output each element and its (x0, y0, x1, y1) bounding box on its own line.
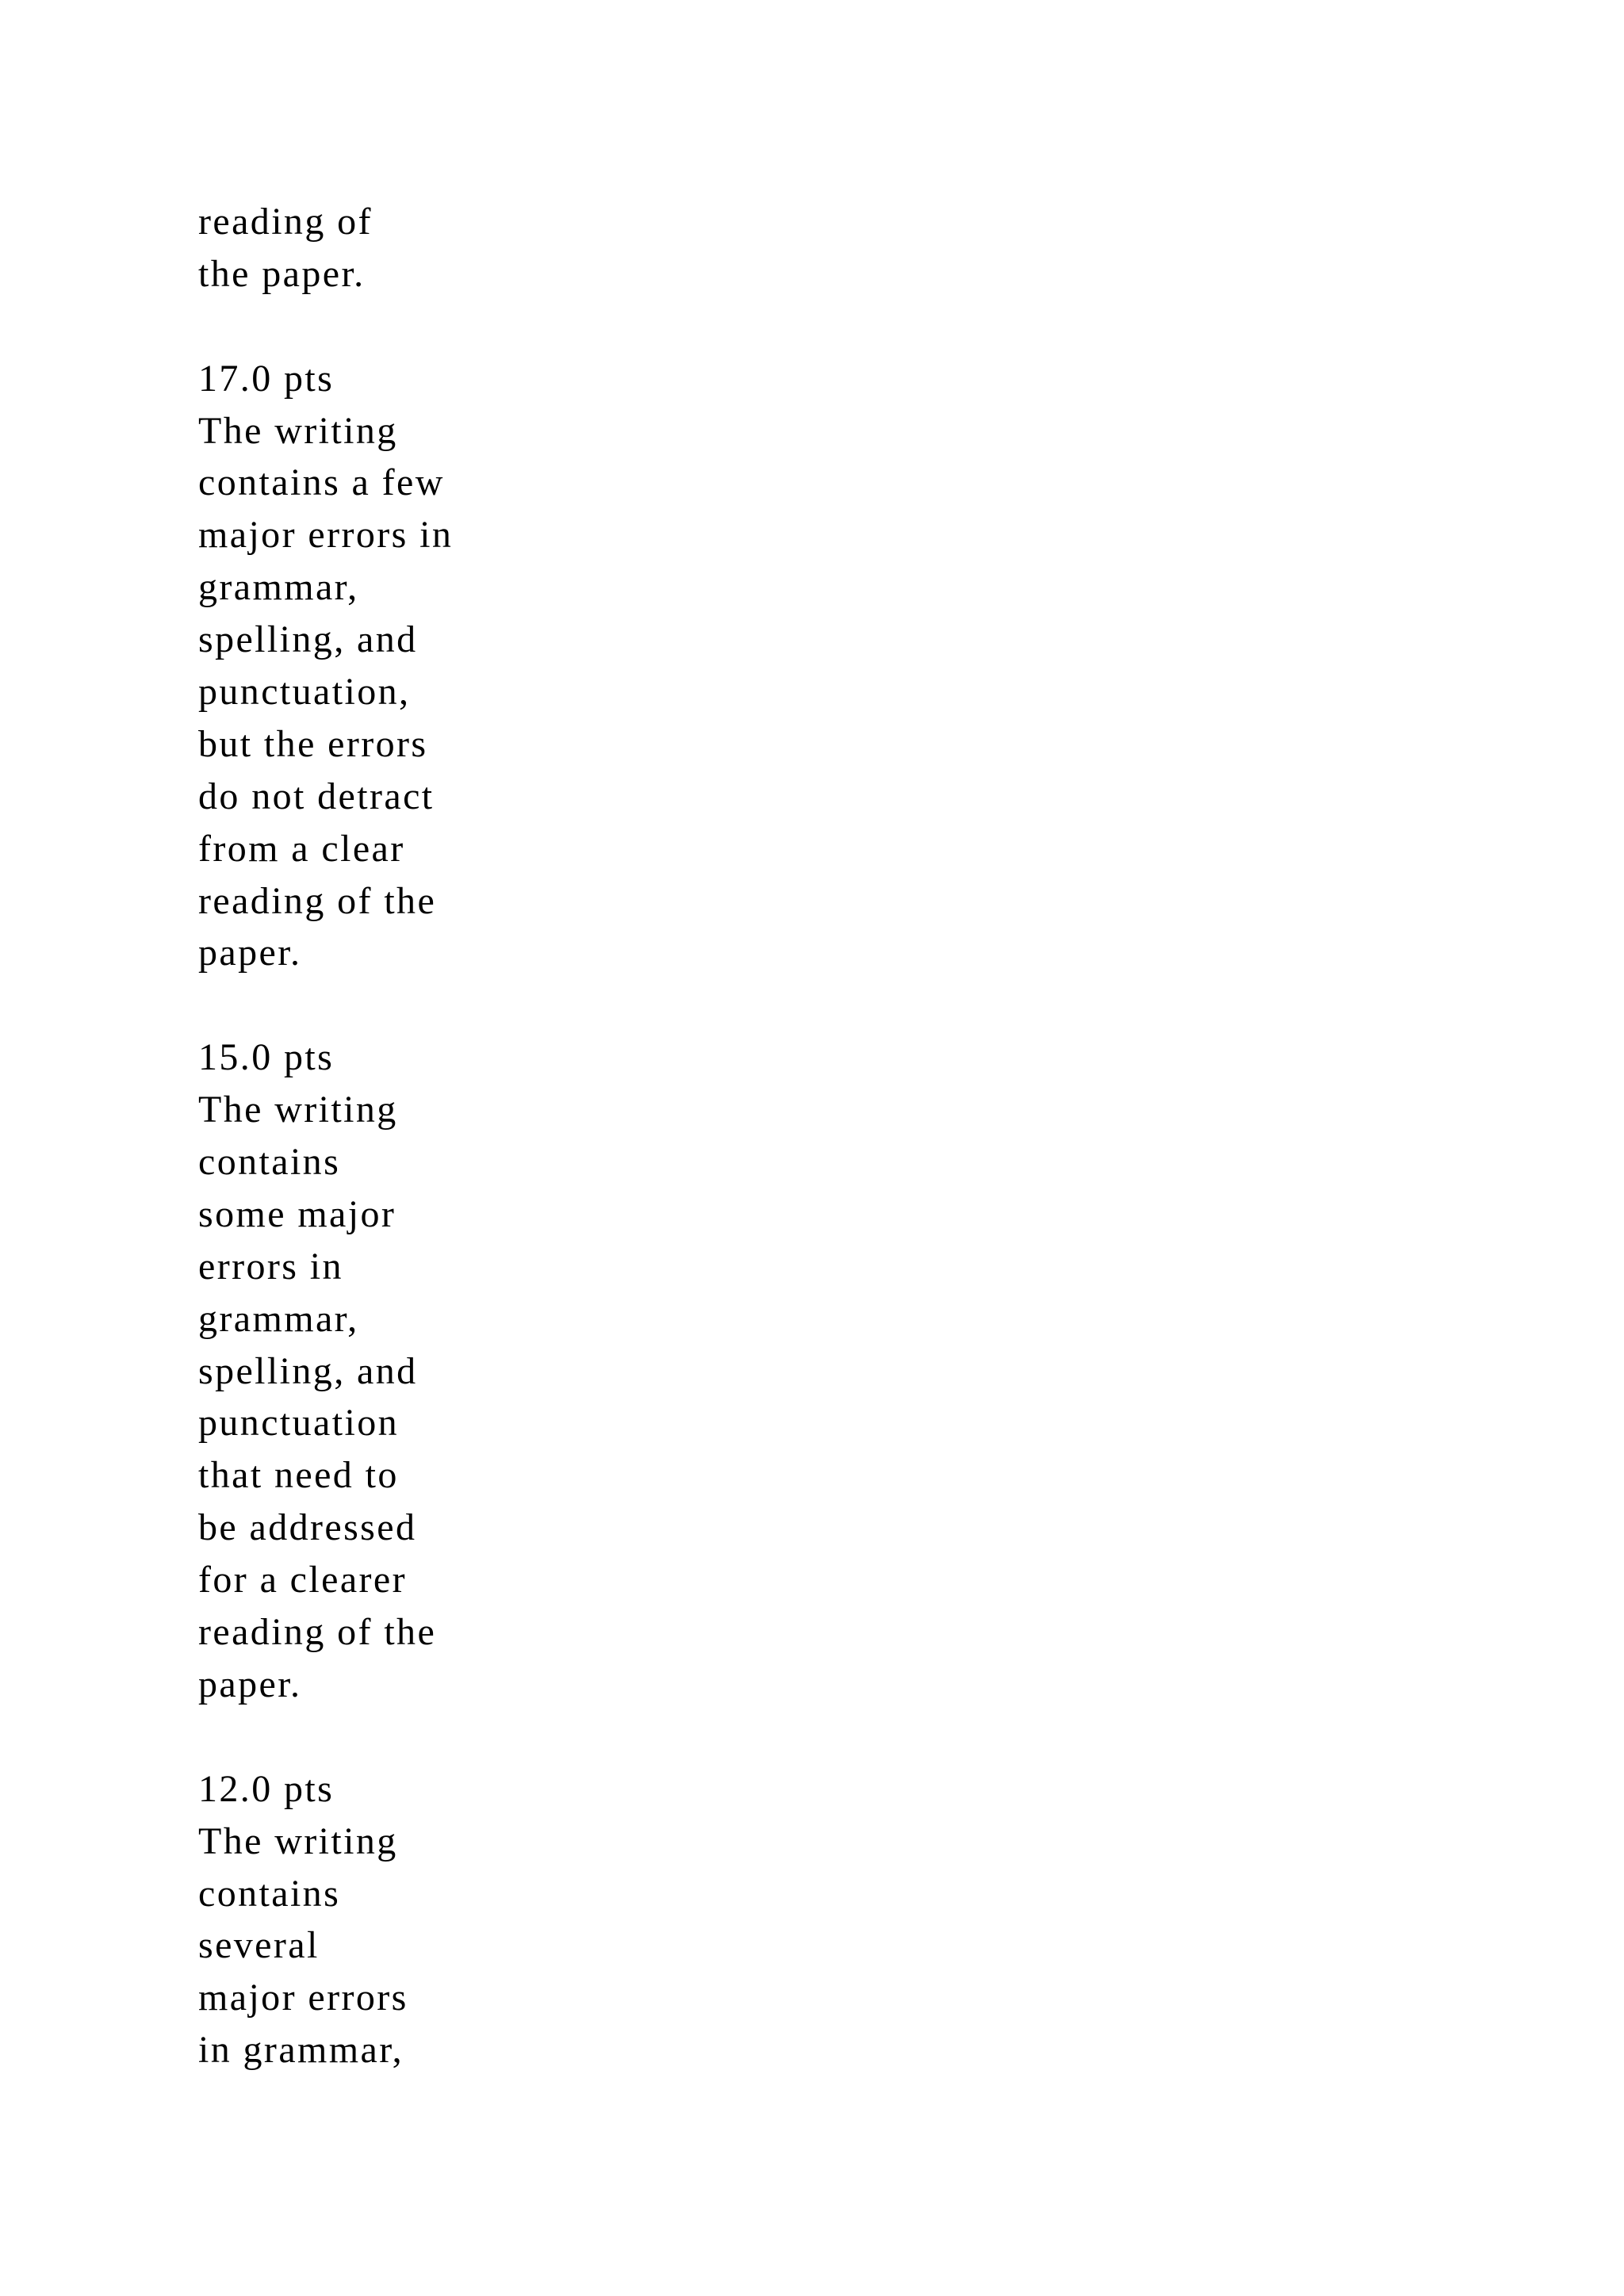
text-line: contains (198, 1141, 341, 1184)
text-line: reading of (198, 201, 373, 243)
text-line: be addressed (198, 1506, 417, 1549)
text-line: the paper. (198, 252, 366, 295)
text-line: spelling, and (198, 618, 418, 661)
text-line: reading of the (198, 879, 437, 922)
points-label: 12.0 pts (198, 1767, 335, 1810)
text-line: reading of the (198, 1611, 437, 1654)
text-line: spelling, and (198, 1349, 418, 1392)
points-label: 15.0 pts (198, 1036, 335, 1079)
text-line: grammar, (198, 566, 359, 609)
text-line: but the errors (198, 722, 428, 765)
spacer (198, 1711, 753, 1763)
text-line: some major (198, 1192, 396, 1235)
text-line: paper. (198, 932, 302, 974)
text-line: errors in (198, 1245, 343, 1288)
text-line: punctuation, (198, 671, 411, 714)
text-line: contains (198, 1872, 341, 1915)
text-line: from a clear (198, 827, 405, 870)
text-line: contains a few (198, 461, 445, 504)
rubric-criterion-17 (198, 353, 753, 980)
text-line: The writing (198, 1820, 398, 1862)
text-line: The writing (198, 409, 398, 452)
text-line: major errors in (198, 514, 454, 557)
rubric-criterion-12 (198, 1763, 753, 2076)
text-line: in grammar, (198, 2029, 404, 2072)
rubric-text-column (198, 196, 753, 2076)
text-line: for a clearer (198, 1559, 407, 1601)
text-line: several (198, 1924, 320, 1967)
text-line: do not detract (198, 775, 435, 817)
rubric-continuation (198, 196, 753, 300)
text-line: major errors (198, 1976, 408, 2019)
text-line: The writing (198, 1089, 398, 1131)
text-line: punctuation (198, 1402, 400, 1445)
rubric-criterion-15 (198, 1031, 753, 1711)
points-label: 17.0 pts (198, 357, 335, 400)
text-line: grammar, (198, 1297, 359, 1340)
spacer (198, 979, 753, 1031)
spacer (198, 300, 753, 353)
text-line: paper. (198, 1663, 302, 1705)
text-line: that need to (198, 1454, 399, 1497)
